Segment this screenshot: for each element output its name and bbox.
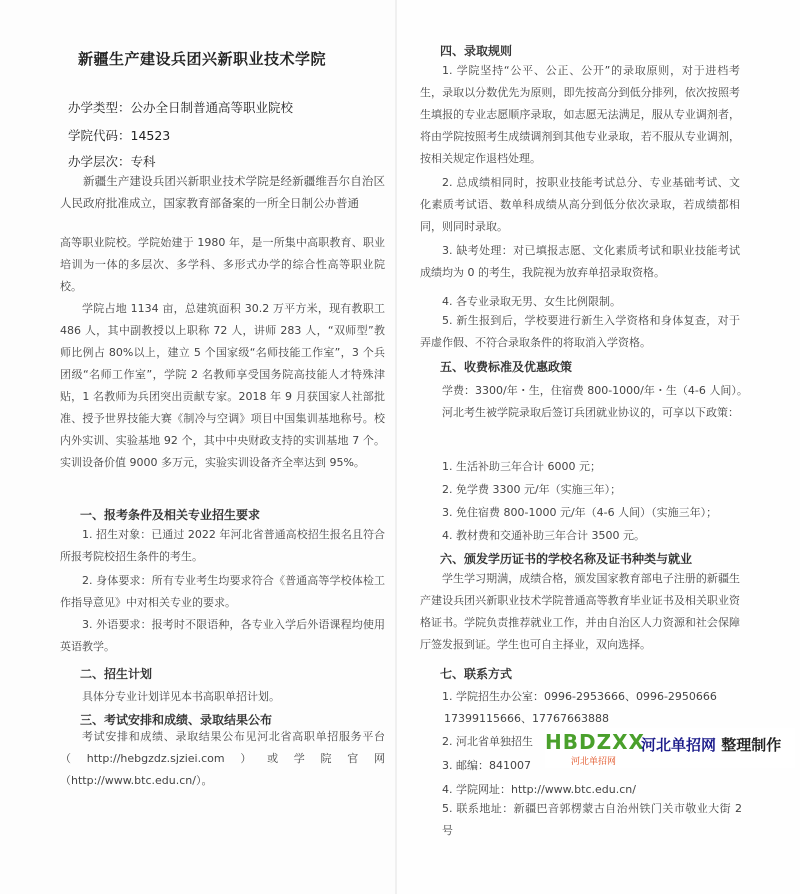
section-heading-2: 二、招生计划 bbox=[80, 667, 153, 681]
policy-item-3: 3. 免住宿费 800-1000 元/年（4-6 人间）（实施三年）； bbox=[442, 506, 718, 519]
watermark-site: 河北单招网 bbox=[641, 736, 717, 754]
section-heading-3: 三、考试安排和成绩、录取结果公布 bbox=[80, 713, 273, 727]
contact-4: 4. 学院网址：http://www.btc.edu.cn/ bbox=[442, 783, 636, 796]
policy-item-4: 4. 教材费和交通补助三年合计 3500 元。 bbox=[442, 529, 645, 542]
policy-item-2: 2. 免学费 3300 元/年（实施三年）； bbox=[442, 483, 622, 496]
rule-5: 5. 新生报到后，学校要进行新生入学资格和身体复查，对于弄虚作假、不符合录取条件的将取消入学资格。 bbox=[420, 314, 740, 349]
section-heading-4: 四、录取规则 bbox=[440, 44, 513, 58]
section-heading-7: 七、联系方式 bbox=[440, 667, 513, 681]
watermark-tail: 整理制作 bbox=[721, 736, 782, 754]
intro-paragraph-1: 新疆生产建设兵团兴新职业技术学院是经新疆维吾尔自治区人民政府批准成立，国家教育部备案的一所全日制公办普通 bbox=[60, 174, 385, 210]
page-divider bbox=[395, 0, 397, 894]
watermark-logo: HBDZXX bbox=[545, 730, 645, 754]
contact-3: 3. 邮编：841007 bbox=[442, 759, 531, 772]
intro-paragraph-2: 高等职业院校。学院始建于 1980 年，是一所集中高职教育、职业培训为一体的多层次、多学科、多形式办学的综合性高等职业院校。 bbox=[60, 236, 385, 293]
contact-1-phones: 17399115666、17767663888 bbox=[444, 712, 609, 725]
exam-text: 考试安排和成绩、录取结果公布见河北省高职单招服务平台（http://hebgzdz.sjziei.com）或学院官网（http://www.btc.edu.cn/）。 bbox=[60, 730, 385, 787]
contact-2: 2. 河北省单独招生 bbox=[442, 735, 533, 748]
requirement-2: 2. 身体要求：所有专业考生均要求符合《普通高等学校体检工作指导意见》中对相关专业的要求。 bbox=[60, 574, 385, 609]
requirement-1: 1. 招生对象：已通过 2022 年河北省普通高校招生报名且符合所报考院校招生条件的考生。 bbox=[60, 528, 385, 563]
page-title: 新疆生产建设兵团兴新职业技术学院 bbox=[78, 50, 327, 68]
fee-text: 学费：3300/年・生，住宿费 800-1000/年・生（4-6 人间）。 bbox=[442, 384, 748, 397]
section-heading-1: 一、报考条件及相关专业招生要求 bbox=[80, 508, 261, 522]
school-level: 办学层次：专科 bbox=[68, 154, 156, 169]
cert-text: 学生学习期满，成绩合格，颁发国家教育部电子注册的新疆生产建设兵团兴新职业技术学院普通高等教育毕业证书及相关职业资格证书。学院负责推荐就业工作，并由自治区人力资源和社会保障厅签发报到证。学生也可自主择业，双向选择。 bbox=[420, 572, 740, 651]
contact-1: 1. 学院招生办公室：0996-2953666、0996-2950666 bbox=[442, 690, 717, 703]
contact-5: 5. 联系地址：新疆巴音郭楞蒙古自治州铁门关市敬业大街 2 号 bbox=[442, 802, 742, 837]
school-type: 办学类型：公办全日制普通高等职业院校 bbox=[68, 100, 294, 115]
watermark bbox=[545, 728, 795, 768]
rule-2: 2. 总成绩相同时，按职业技能考试总分、专业基础考试、文化素质考试语、数单科成绩从高分到低分依次录取，若成绩都相同，则同时录取。 bbox=[420, 176, 740, 233]
policy-item-1: 1. 生活补助三年合计 6000 元； bbox=[442, 460, 601, 473]
rule-4: 4. 各专业录取无男、女生比例限制。 bbox=[442, 295, 621, 308]
requirement-3: 3. 外语要求：报考时不限语种，各专业入学后外语课程均使用英语教学。 bbox=[60, 618, 385, 653]
school-code: 学院代码：14523 bbox=[68, 128, 171, 143]
section-heading-6: 六、颁发学历证书的学校名称及证书种类与就业 bbox=[440, 552, 693, 566]
section-heading-5: 五、收费标准及优惠政策 bbox=[440, 360, 573, 374]
rule-1: 1. 学院坚持“公平、公正、公开”的录取原则，对于进档考生，录取以分数优先为原则，即先按高分到低分排列，依次按照考生填报的专业志愿顺序录取，如志愿无法满足，服从专业调剂者，将由学院按照考生成绩调剂到其他专业录取，若不服从专业调剂，按相关规定作退档处理。 bbox=[420, 64, 740, 165]
rule-3: 3. 缺考处理：对已填报志愿、文化素质考试和职业技能考试成绩均为 0 的考生，我院视为放弃单招录取资格。 bbox=[420, 244, 740, 279]
watermark-logo-sub: 河北单招网 bbox=[571, 757, 617, 767]
intro-paragraph-3: 学院占地 1134 亩，总建筑面积 30.2 万平方米，现有教职工 486 人，其中副教授以上职称 72 人，讲师 283 人，“双师型”教师比例占 80%以上，建立 5 个国家级“名师技能工作室”，3 个兵团级“名师工作室”，学院 2 名教师享受国务院高技能人才特殊津贴，1 名教师为兵团突出贡献专家。2018 年 9 月获国家人社部批准、授予世界技能大赛《制冷与空调》项目中国集训基地称号。校内外实训、实验基地 92 个，其中中央财政支持的实训基地 7 个。实训设备价值 9000 多万元，实验实训设备齐全率达到 95%。 bbox=[60, 302, 385, 469]
watermark-caption bbox=[641, 734, 781, 755]
policy-text: 河北考生被学院录取后签订兵团就业协议的，可享以下政策： bbox=[442, 406, 739, 419]
plan-text: 具体分专业计划详见本书高职单招计划。 bbox=[82, 690, 280, 703]
